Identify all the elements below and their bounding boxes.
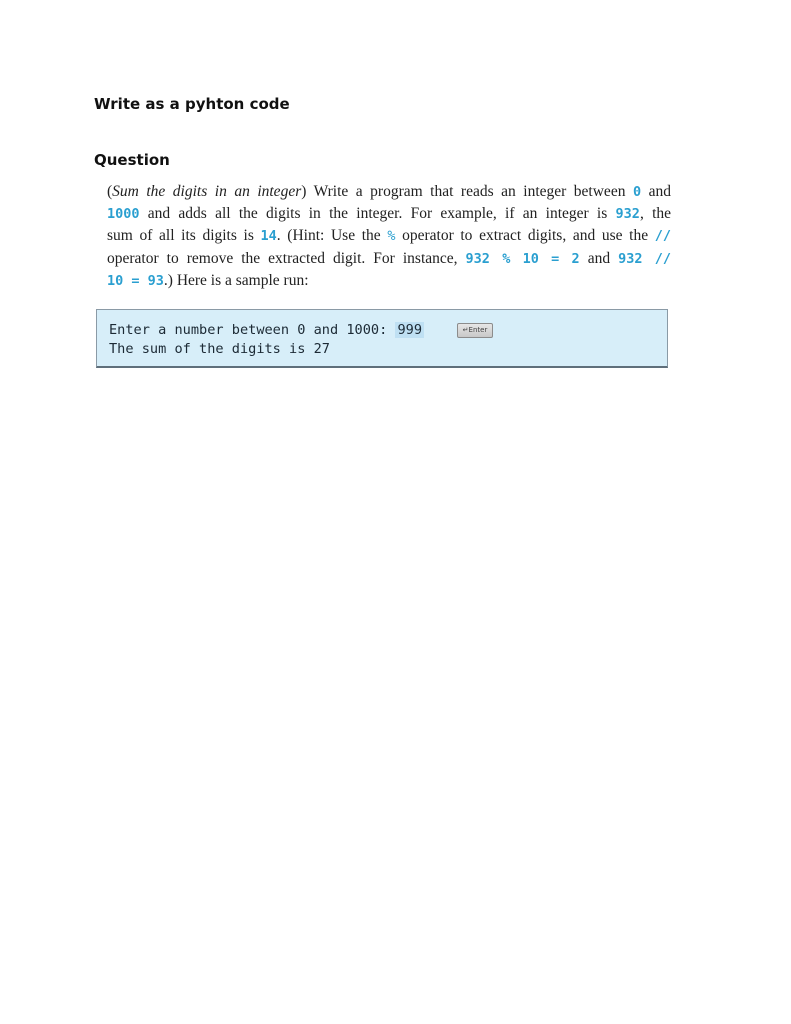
question-text-fragment: , the <box>639 205 672 223</box>
code-modulo: % <box>387 228 396 245</box>
code-zero: 0 <box>632 184 642 200</box>
code-example-floordiv-part1: 932 // <box>618 250 672 267</box>
question-text-fragment: and <box>587 249 611 267</box>
sample-run-user-input: 999 <box>397 322 423 338</box>
question-text-fragment: and adds all the digits in the integer. For example, if an integer is <box>147 205 608 223</box>
question-text-fragment: . (Hint: Use the <box>276 227 381 245</box>
question-text-fragment: sum of all its digits is <box>107 227 254 245</box>
question-text-fragment: Write a program that reads an integer between <box>313 183 626 200</box>
question-heading: Question <box>94 151 170 169</box>
question-text <box>107 181 671 292</box>
code-example-floordiv-part2: 10 = 93 <box>107 272 164 289</box>
code-14: 14 <box>260 228 277 245</box>
question-text-fragment: operator to remove the extracted digit. For instance, <box>107 249 458 267</box>
question-line-5 <box>107 270 671 292</box>
question-text-fragment: and <box>648 183 672 200</box>
question-line-3 <box>107 225 671 247</box>
sample-run-prompt: Enter a number between 0 and 1000: <box>109 322 396 338</box>
code-floor-division: // <box>654 228 672 245</box>
question-line-1: (Sum the digits in an integer) Write a program that reads an integer between 0 and <box>107 183 672 200</box>
document-title: Write as a pyhton code <box>94 95 290 113</box>
code-932: 932 <box>615 206 640 223</box>
question-line-4 <box>107 248 671 270</box>
sample-run-box <box>96 309 668 368</box>
code-example-modulo: 932 % 10 = 2 <box>465 250 580 267</box>
question-text-fragment: .) Here is a sample run: <box>163 271 309 289</box>
question-text-fragment: operator to extract digits, and use the <box>402 227 649 245</box>
code-1000: 1000 <box>107 206 140 223</box>
question-line-2 <box>107 203 671 225</box>
sample-run-prompt-line <box>109 322 424 338</box>
exercise-title: Sum the digits in an integer <box>112 183 302 200</box>
enter-key-icon: ↵Enter <box>457 323 493 338</box>
sample-run-output: The sum of the digits is 27 <box>109 341 330 357</box>
